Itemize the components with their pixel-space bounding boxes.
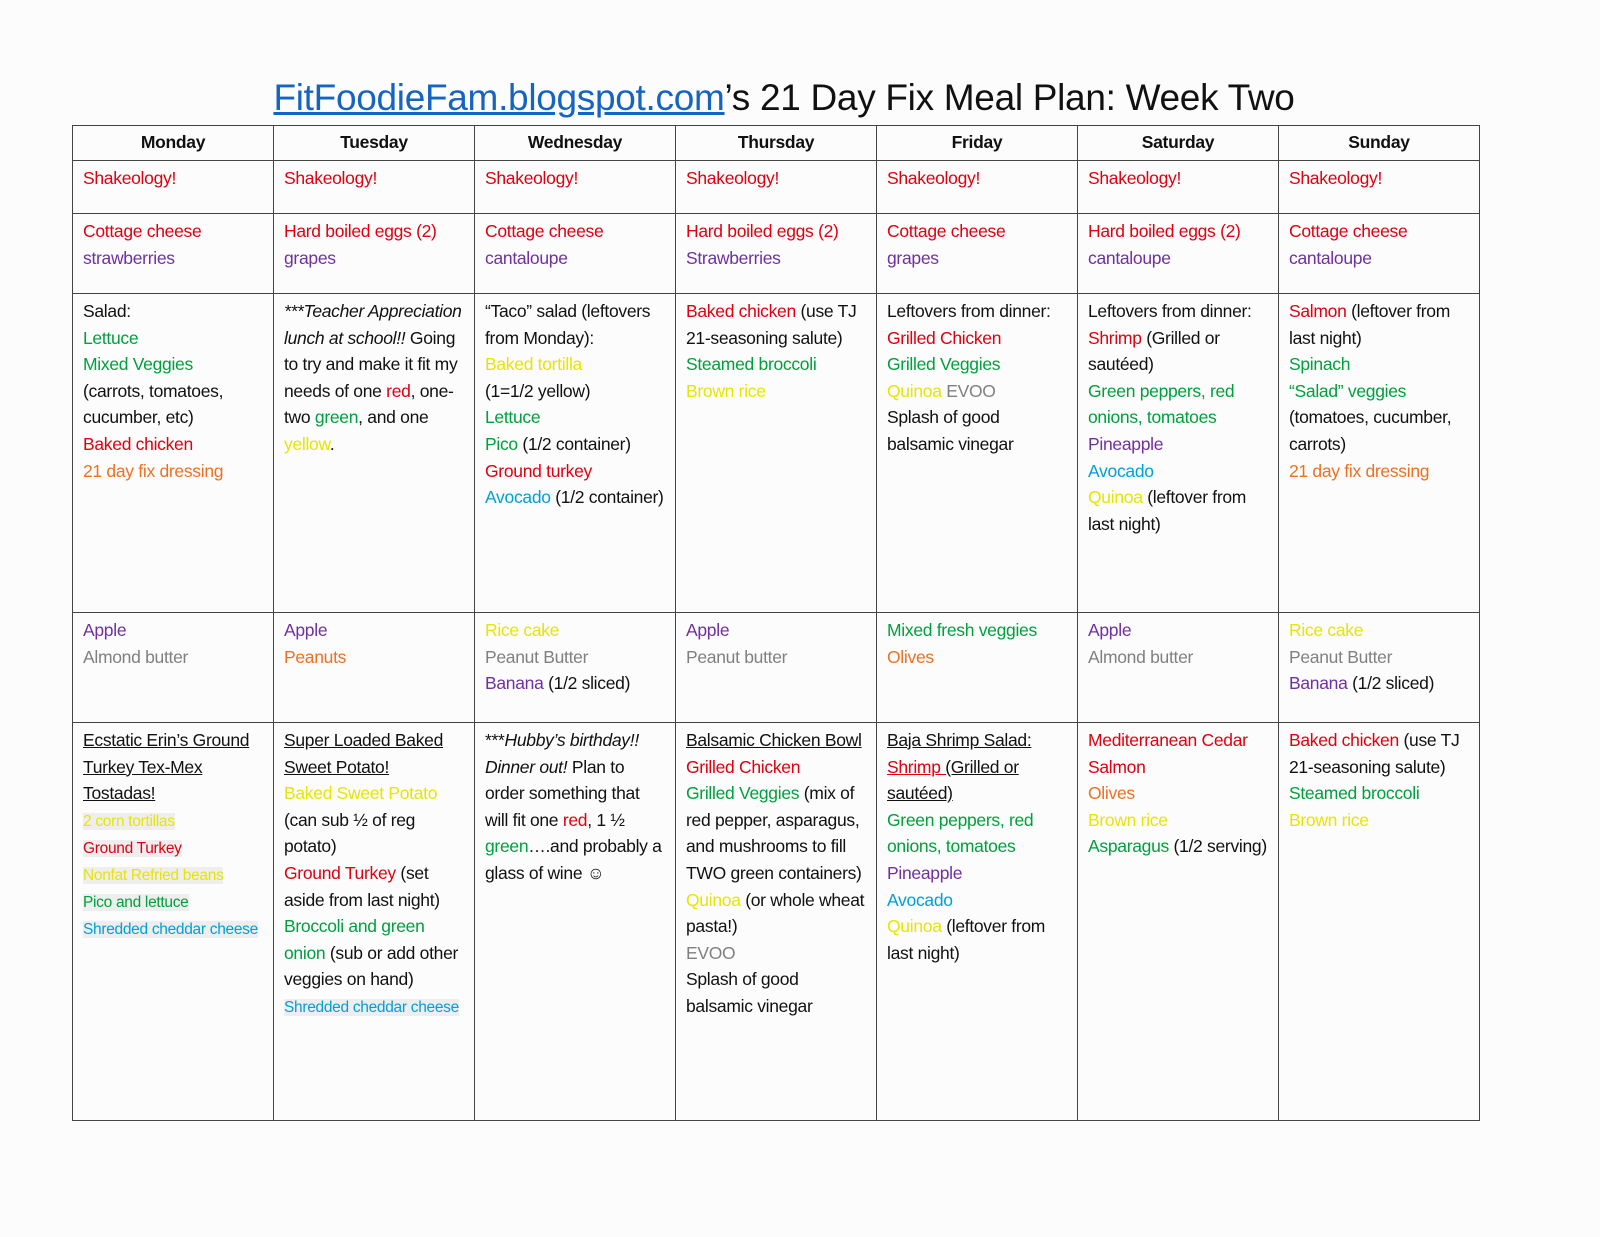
food-item-text: , and one <box>358 407 429 428</box>
meal-line <box>887 165 1067 192</box>
meal-cell-monday-breakfast <box>73 161 274 214</box>
meal-line <box>1289 807 1469 834</box>
meal-line <box>83 351 263 378</box>
food-item-text: Quinoa <box>887 916 942 937</box>
meal-line <box>284 727 464 780</box>
food-item-text: Brown rice <box>1289 809 1369 830</box>
meal-cell-monday-snack-1 <box>73 214 274 294</box>
meal-line <box>83 325 263 352</box>
food-item-text: Ecstatic Erin’s Ground Turkey Tex-Mex Tostadas! <box>83 730 250 804</box>
meal-line <box>887 404 1067 457</box>
meal-cell-friday-dinner <box>877 723 1078 1121</box>
food-item-text: Splash of good balsamic vinegar <box>887 407 1014 454</box>
food-item-text: Strawberries <box>686 247 781 268</box>
meal-line <box>887 887 1067 914</box>
food-item-text: Banana <box>1289 673 1348 694</box>
food-item-text: ***Teacher Appreciation lunch at school!! <box>284 301 462 348</box>
meal-line <box>83 888 263 915</box>
food-item-text: Plan to order something that will fit one <box>485 756 640 830</box>
food-item-text: Shakeology! <box>1289 168 1383 188</box>
food-item-text: Apple <box>686 620 730 640</box>
meal-cell-tuesday-snack-1 <box>274 214 475 294</box>
food-item-text: Brown rice <box>1088 809 1168 830</box>
meal-line <box>887 644 1067 671</box>
meal-line <box>83 834 263 861</box>
food-item-text: Cottage cheese <box>83 221 202 241</box>
food-item-text: red <box>562 809 588 830</box>
meal-cell-tuesday-breakfast <box>274 161 475 214</box>
meal-line <box>1289 617 1469 644</box>
food-item-text: EVOO <box>686 942 736 963</box>
meal-line <box>1088 617 1268 644</box>
meal-line <box>1289 298 1469 351</box>
food-item-text: (Grilled or sautéed) <box>887 756 1019 804</box>
food-item-text: Grilled Veggies <box>686 783 800 804</box>
meal-cell-thursday-snack-2 <box>676 613 877 723</box>
day-header-saturday: Saturday <box>1078 126 1279 161</box>
blog-link[interactable]: FitFoodieFam.blogspot.com <box>273 77 725 118</box>
food-item-text: Cottage cheese <box>1289 221 1408 241</box>
meal-line <box>887 351 1067 378</box>
food-item-text: Green peppers, red onions, tomatoes <box>887 809 1034 857</box>
meal-line <box>686 644 866 671</box>
food-item-text: (can sub ½ of reg potato) <box>284 809 416 857</box>
food-item-text: Pineapple <box>1088 433 1164 454</box>
meal-line <box>83 915 263 942</box>
meal-line <box>1289 165 1469 192</box>
food-item-text: Going to try and make it fit my needs of one <box>284 327 458 401</box>
food-item-text: Grilled Chicken <box>887 327 1002 348</box>
food-item-text: Baked chicken <box>686 301 796 321</box>
meal-cell-wednesday-dinner <box>475 723 676 1121</box>
meal-line <box>686 940 866 967</box>
food-item-text: Mediterranean Cedar Salmon <box>1088 730 1248 777</box>
food-item-text: Pico <box>485 433 518 454</box>
meal-line <box>485 670 665 697</box>
meal-line <box>1088 325 1268 378</box>
food-item-text: *** <box>485 730 505 750</box>
meal-line <box>1088 484 1268 537</box>
meal-line <box>1088 780 1268 807</box>
meal-line <box>83 298 263 325</box>
food-item-text: Shakeology! <box>686 168 780 188</box>
meal-line <box>887 754 1067 807</box>
meal-line <box>284 218 464 245</box>
food-item-text: Rice cake <box>1289 620 1364 640</box>
food-item-text: Shakeology! <box>887 168 981 188</box>
meal-line <box>1088 245 1268 272</box>
food-item-text: (1/2 sliced) <box>1347 673 1435 694</box>
food-item-text: Baked Sweet Potato <box>284 783 438 804</box>
food-item-text: cantaloupe <box>485 247 568 268</box>
food-item-text: Cottage cheese <box>887 221 1006 241</box>
food-item-text: (1/2 sliced) <box>543 673 631 694</box>
meal-line <box>887 378 1067 405</box>
meal-cell-saturday-dinner <box>1078 723 1279 1121</box>
meal-line <box>1289 670 1469 697</box>
food-item-text: (1/2 container) <box>517 433 631 454</box>
meal-line <box>284 644 464 671</box>
food-item-text: green <box>485 836 529 857</box>
meal-line <box>887 218 1067 245</box>
food-item-text: Baja Shrimp Salad: <box>887 730 1032 750</box>
meal-row-snack-2 <box>73 613 1480 723</box>
meal-cell-saturday-lunch <box>1078 294 1279 613</box>
food-item-text: Mixed Veggies <box>83 354 193 375</box>
meal-line <box>485 245 665 272</box>
food-item-text: Shakeology! <box>485 168 579 188</box>
food-item-text: Peanut butter <box>686 646 788 667</box>
meal-line <box>284 993 464 1020</box>
meal-cell-sunday-breakfast <box>1279 161 1480 214</box>
food-item-text: Baked tortilla <box>485 354 582 375</box>
food-item-text: Ground Turkey <box>83 839 182 857</box>
food-item-text: Broccoli and green onion <box>284 916 425 963</box>
meal-cell-sunday-snack-1 <box>1279 214 1480 294</box>
meal-line <box>686 754 866 781</box>
food-item-text: cantaloupe <box>1088 247 1171 268</box>
food-item-text: Avocado <box>1088 460 1154 481</box>
meal-cell-tuesday-lunch <box>274 294 475 613</box>
food-item-text: (carrots, tomatoes, cucumber, etc) <box>83 380 224 428</box>
meal-cell-wednesday-snack-2 <box>475 613 676 723</box>
food-item-text: “Salad” veggies <box>1289 380 1407 401</box>
meal-line <box>284 780 464 807</box>
meal-line <box>887 617 1067 644</box>
meal-line <box>887 325 1067 352</box>
food-item-text: , one-two <box>284 380 454 428</box>
food-item-text: Quinoa <box>887 380 942 401</box>
meal-row-lunch <box>73 294 1480 613</box>
meal-line <box>1088 727 1268 780</box>
meal-line <box>284 165 464 192</box>
meal-line <box>887 245 1067 272</box>
food-item-text: Baked chicken <box>83 433 193 454</box>
meal-line <box>686 351 866 378</box>
title-text: ’s 21 Day Fix Meal Plan: Week Two <box>724 77 1295 118</box>
meal-line <box>284 245 464 272</box>
meal-cell-saturday-snack-1 <box>1078 214 1279 294</box>
food-item-text: Apple <box>83 620 127 640</box>
meal-line <box>686 298 866 351</box>
meal-line <box>485 644 665 671</box>
food-item-text: Lettuce <box>485 407 541 428</box>
meal-line <box>485 617 665 644</box>
food-item-text: (or whole wheat pasta!) <box>686 889 865 937</box>
food-item-text: (tomatoes, cucumber, carrots) <box>1289 407 1452 454</box>
meal-line <box>1088 807 1268 834</box>
meal-cell-tuesday-snack-2 <box>274 613 475 723</box>
meal-line <box>686 727 866 754</box>
meal-line <box>83 218 263 245</box>
meal-line <box>485 378 665 405</box>
meal-row-dinner <box>73 723 1480 1121</box>
food-item-text: Hubby’s birthday!! Dinner out! <box>485 730 639 777</box>
meal-line <box>1088 218 1268 245</box>
food-item-text: strawberries <box>83 247 175 268</box>
meal-line <box>1289 218 1469 245</box>
meal-line <box>83 644 263 671</box>
food-item-text: Splash of good balsamic vinegar <box>686 969 813 1016</box>
food-item-text: Baked chicken <box>1289 730 1399 750</box>
food-item-text: Cottage cheese <box>485 221 604 241</box>
food-item-text: Asparagus <box>1088 836 1169 857</box>
day-header-row <box>73 126 1480 161</box>
food-item-text: Peanut Butter <box>1289 646 1393 667</box>
food-item-text: Olives <box>1088 783 1135 804</box>
meal-line <box>1088 644 1268 671</box>
food-item-text: Shakeology! <box>1088 168 1182 188</box>
food-item-text: . <box>329 433 335 454</box>
food-item-text: Shredded cheddar cheese <box>83 920 258 938</box>
food-item-text: Pineapple <box>887 862 963 883</box>
day-header-thursday: Thursday <box>676 126 877 161</box>
food-item-text: Brown rice <box>686 380 766 401</box>
meal-cell-sunday-snack-2 <box>1279 613 1480 723</box>
food-item-text: Banana <box>485 673 544 694</box>
food-item-text: (leftover from last night) <box>1289 301 1450 348</box>
meal-line <box>83 807 263 834</box>
food-item-text: Avocado <box>485 487 551 508</box>
meal-line <box>1289 378 1469 405</box>
meal-cell-wednesday-lunch <box>475 294 676 613</box>
meal-cell-saturday-snack-2 <box>1078 613 1279 723</box>
food-item-text: Almond butter <box>1088 646 1194 667</box>
food-item-text: Grilled Veggies <box>887 354 1001 375</box>
meal-line <box>1289 245 1469 272</box>
food-item-text: (mix of red pepper, asparagus, and mushrooms to fill TWO green containers) <box>686 783 862 883</box>
meal-cell-friday-snack-1 <box>877 214 1078 294</box>
meal-line <box>1289 404 1469 457</box>
food-item-text: Super Loaded Baked Sweet Potato! <box>284 730 444 777</box>
meal-line <box>83 378 263 431</box>
food-item-text: (set aside from last night) <box>284 862 440 910</box>
food-item-text: (use TJ 21-seasoning salute) <box>1289 730 1460 777</box>
food-item-text: Olives <box>887 646 934 667</box>
food-item-text: (Grilled or sautéed) <box>1088 327 1220 375</box>
meal-line <box>1088 458 1268 485</box>
food-item-text: Green peppers, red onions, tomatoes <box>1088 380 1235 428</box>
meal-row-breakfast <box>73 161 1480 214</box>
meal-cell-monday-lunch <box>73 294 274 613</box>
day-header-sunday: Sunday <box>1279 126 1480 161</box>
meal-cell-sunday-lunch <box>1279 294 1480 613</box>
food-item-text: Mixed fresh veggies <box>887 620 1037 640</box>
food-item-text: Steamed broccoli <box>1289 783 1420 804</box>
day-header-monday: Monday <box>73 126 274 161</box>
meal-cell-thursday-lunch <box>676 294 877 613</box>
meal-cell-thursday-breakfast <box>676 161 877 214</box>
meal-line <box>686 780 866 886</box>
meal-line <box>284 807 464 860</box>
food-item-text: “Taco” salad (leftovers from Monday): <box>485 301 651 348</box>
food-item-text: (1=1/2 yellow) <box>485 380 591 401</box>
food-item-text: Ground Turkey <box>284 862 396 883</box>
food-item-text: Almond butter <box>83 646 189 667</box>
meal-cell-thursday-snack-1 <box>676 214 877 294</box>
food-item-text: Grilled Chicken <box>686 756 801 777</box>
food-item-text: green <box>314 407 359 428</box>
meal-line <box>485 218 665 245</box>
meal-line <box>686 165 866 192</box>
meal-line <box>485 165 665 192</box>
meal-cell-thursday-dinner <box>676 723 877 1121</box>
meal-line <box>485 458 665 485</box>
food-item-text: , 1 ½ <box>587 809 625 830</box>
meal-line <box>83 861 263 888</box>
meal-line <box>1088 431 1268 458</box>
food-item-text: red <box>386 380 411 401</box>
meal-cell-tuesday-dinner <box>274 723 475 1121</box>
meal-line <box>83 458 263 485</box>
food-item-text: Salad: <box>83 301 131 321</box>
meal-line <box>83 245 263 272</box>
day-header-tuesday: Tuesday <box>274 126 475 161</box>
food-item-text: Leftovers from dinner: <box>887 301 1051 321</box>
food-item-text: yellow <box>284 433 330 454</box>
food-item-text: (sub or add other veggies on hand) <box>284 942 459 990</box>
meal-line <box>1289 458 1469 485</box>
food-item-text: (1/2 serving) <box>1168 836 1267 857</box>
day-header-wednesday: Wednesday <box>475 126 676 161</box>
food-item-text: EVOO <box>941 380 996 401</box>
food-item-text: Rice cake <box>485 620 560 640</box>
food-item-text: Steamed broccoli <box>686 354 817 375</box>
food-item-text: ….and probably a glass of wine ☺ <box>485 836 662 883</box>
food-item-text: Spinach <box>1289 354 1351 375</box>
meal-line <box>485 298 665 351</box>
food-item-text: Shrimp <box>1088 327 1142 348</box>
meal-line <box>686 966 866 1019</box>
meal-line <box>1289 780 1469 807</box>
food-item-text: Pico and lettuce <box>83 893 189 911</box>
meal-line <box>485 484 665 511</box>
food-item-text: cantaloupe <box>1289 247 1372 268</box>
page-title <box>0 74 1568 122</box>
food-item-text: grapes <box>284 247 336 268</box>
meal-cell-monday-dinner <box>73 723 274 1121</box>
meal-line <box>686 378 866 405</box>
food-item-text: Hard boiled eggs (2) <box>1088 221 1241 241</box>
meal-cell-wednesday-breakfast <box>475 161 676 214</box>
meal-cell-wednesday-snack-1 <box>475 214 676 294</box>
meal-line <box>284 913 464 993</box>
meal-line <box>1289 727 1469 780</box>
food-item-text: Balsamic Chicken Bowl <box>686 730 862 750</box>
meal-line <box>1289 644 1469 671</box>
meal-line <box>686 218 866 245</box>
food-item-text: Peanut Butter <box>485 646 589 667</box>
day-header-friday: Friday <box>877 126 1078 161</box>
food-item-text: Quinoa <box>686 889 741 910</box>
meal-line <box>686 245 866 272</box>
meal-line <box>485 727 665 887</box>
food-item-text: Shakeology! <box>83 168 177 188</box>
meal-line <box>284 298 464 458</box>
meal-line <box>1088 833 1268 860</box>
meal-line <box>284 860 464 913</box>
meal-line <box>1088 165 1268 192</box>
meal-line <box>83 727 263 807</box>
meal-line <box>686 887 866 940</box>
food-item-text: Hard boiled eggs (2) <box>686 221 839 241</box>
meal-cell-friday-breakfast <box>877 161 1078 214</box>
food-item-text: Nonfat Refried beans <box>83 866 224 884</box>
meal-line <box>887 298 1067 325</box>
food-item-text: Salmon <box>1289 301 1347 321</box>
meal-line <box>887 860 1067 887</box>
food-item-text: Quinoa <box>1088 487 1143 508</box>
meal-line <box>83 617 263 644</box>
food-item-text: (leftover from last night) <box>1088 487 1247 534</box>
food-item-text: (leftover from last night) <box>887 916 1046 963</box>
food-item-text: Apple <box>1088 620 1132 640</box>
meal-line <box>1289 351 1469 378</box>
food-item-text: Hard boiled eggs (2) <box>284 221 437 241</box>
meal-row-snack-1 <box>73 214 1480 294</box>
meal-line <box>887 727 1067 754</box>
food-item-text: Shrimp <box>887 756 946 777</box>
food-item-text: (1/2 container) <box>550 487 664 508</box>
food-item-text: grapes <box>887 247 939 268</box>
food-item-text: Peanuts <box>284 646 347 667</box>
meal-cell-monday-snack-2 <box>73 613 274 723</box>
meal-line <box>284 617 464 644</box>
food-item-text: Shredded cheddar cheese <box>284 998 459 1016</box>
meal-line <box>1088 298 1268 325</box>
food-item-text: Avocado <box>887 889 953 910</box>
food-item-text: 2 corn tortillas <box>83 812 175 830</box>
meal-cell-friday-lunch <box>877 294 1078 613</box>
meal-line <box>1088 378 1268 431</box>
food-item-text: Leftovers from dinner: <box>1088 301 1252 321</box>
meal-line <box>887 913 1067 966</box>
food-item-text: 21 day fix dressing <box>83 460 224 481</box>
meal-cell-saturday-breakfast <box>1078 161 1279 214</box>
food-item-text: Ground turkey <box>485 460 592 481</box>
food-item-text: (use TJ 21-seasoning salute) <box>686 301 857 348</box>
meal-line <box>485 351 665 378</box>
food-item-text: Shakeology! <box>284 168 378 188</box>
meal-line <box>686 617 866 644</box>
meal-cell-friday-snack-2 <box>877 613 1078 723</box>
food-item-text: Lettuce <box>83 327 139 348</box>
meal-line <box>887 807 1067 860</box>
meal-line <box>83 165 263 192</box>
food-item-text: 21 day fix dressing <box>1289 460 1430 481</box>
meal-plan-table <box>72 125 1480 1121</box>
food-item-text: Apple <box>284 620 328 640</box>
meal-line <box>83 431 263 458</box>
meal-line <box>485 431 665 458</box>
meal-cell-sunday-dinner <box>1279 723 1480 1121</box>
meal-line <box>485 404 665 431</box>
